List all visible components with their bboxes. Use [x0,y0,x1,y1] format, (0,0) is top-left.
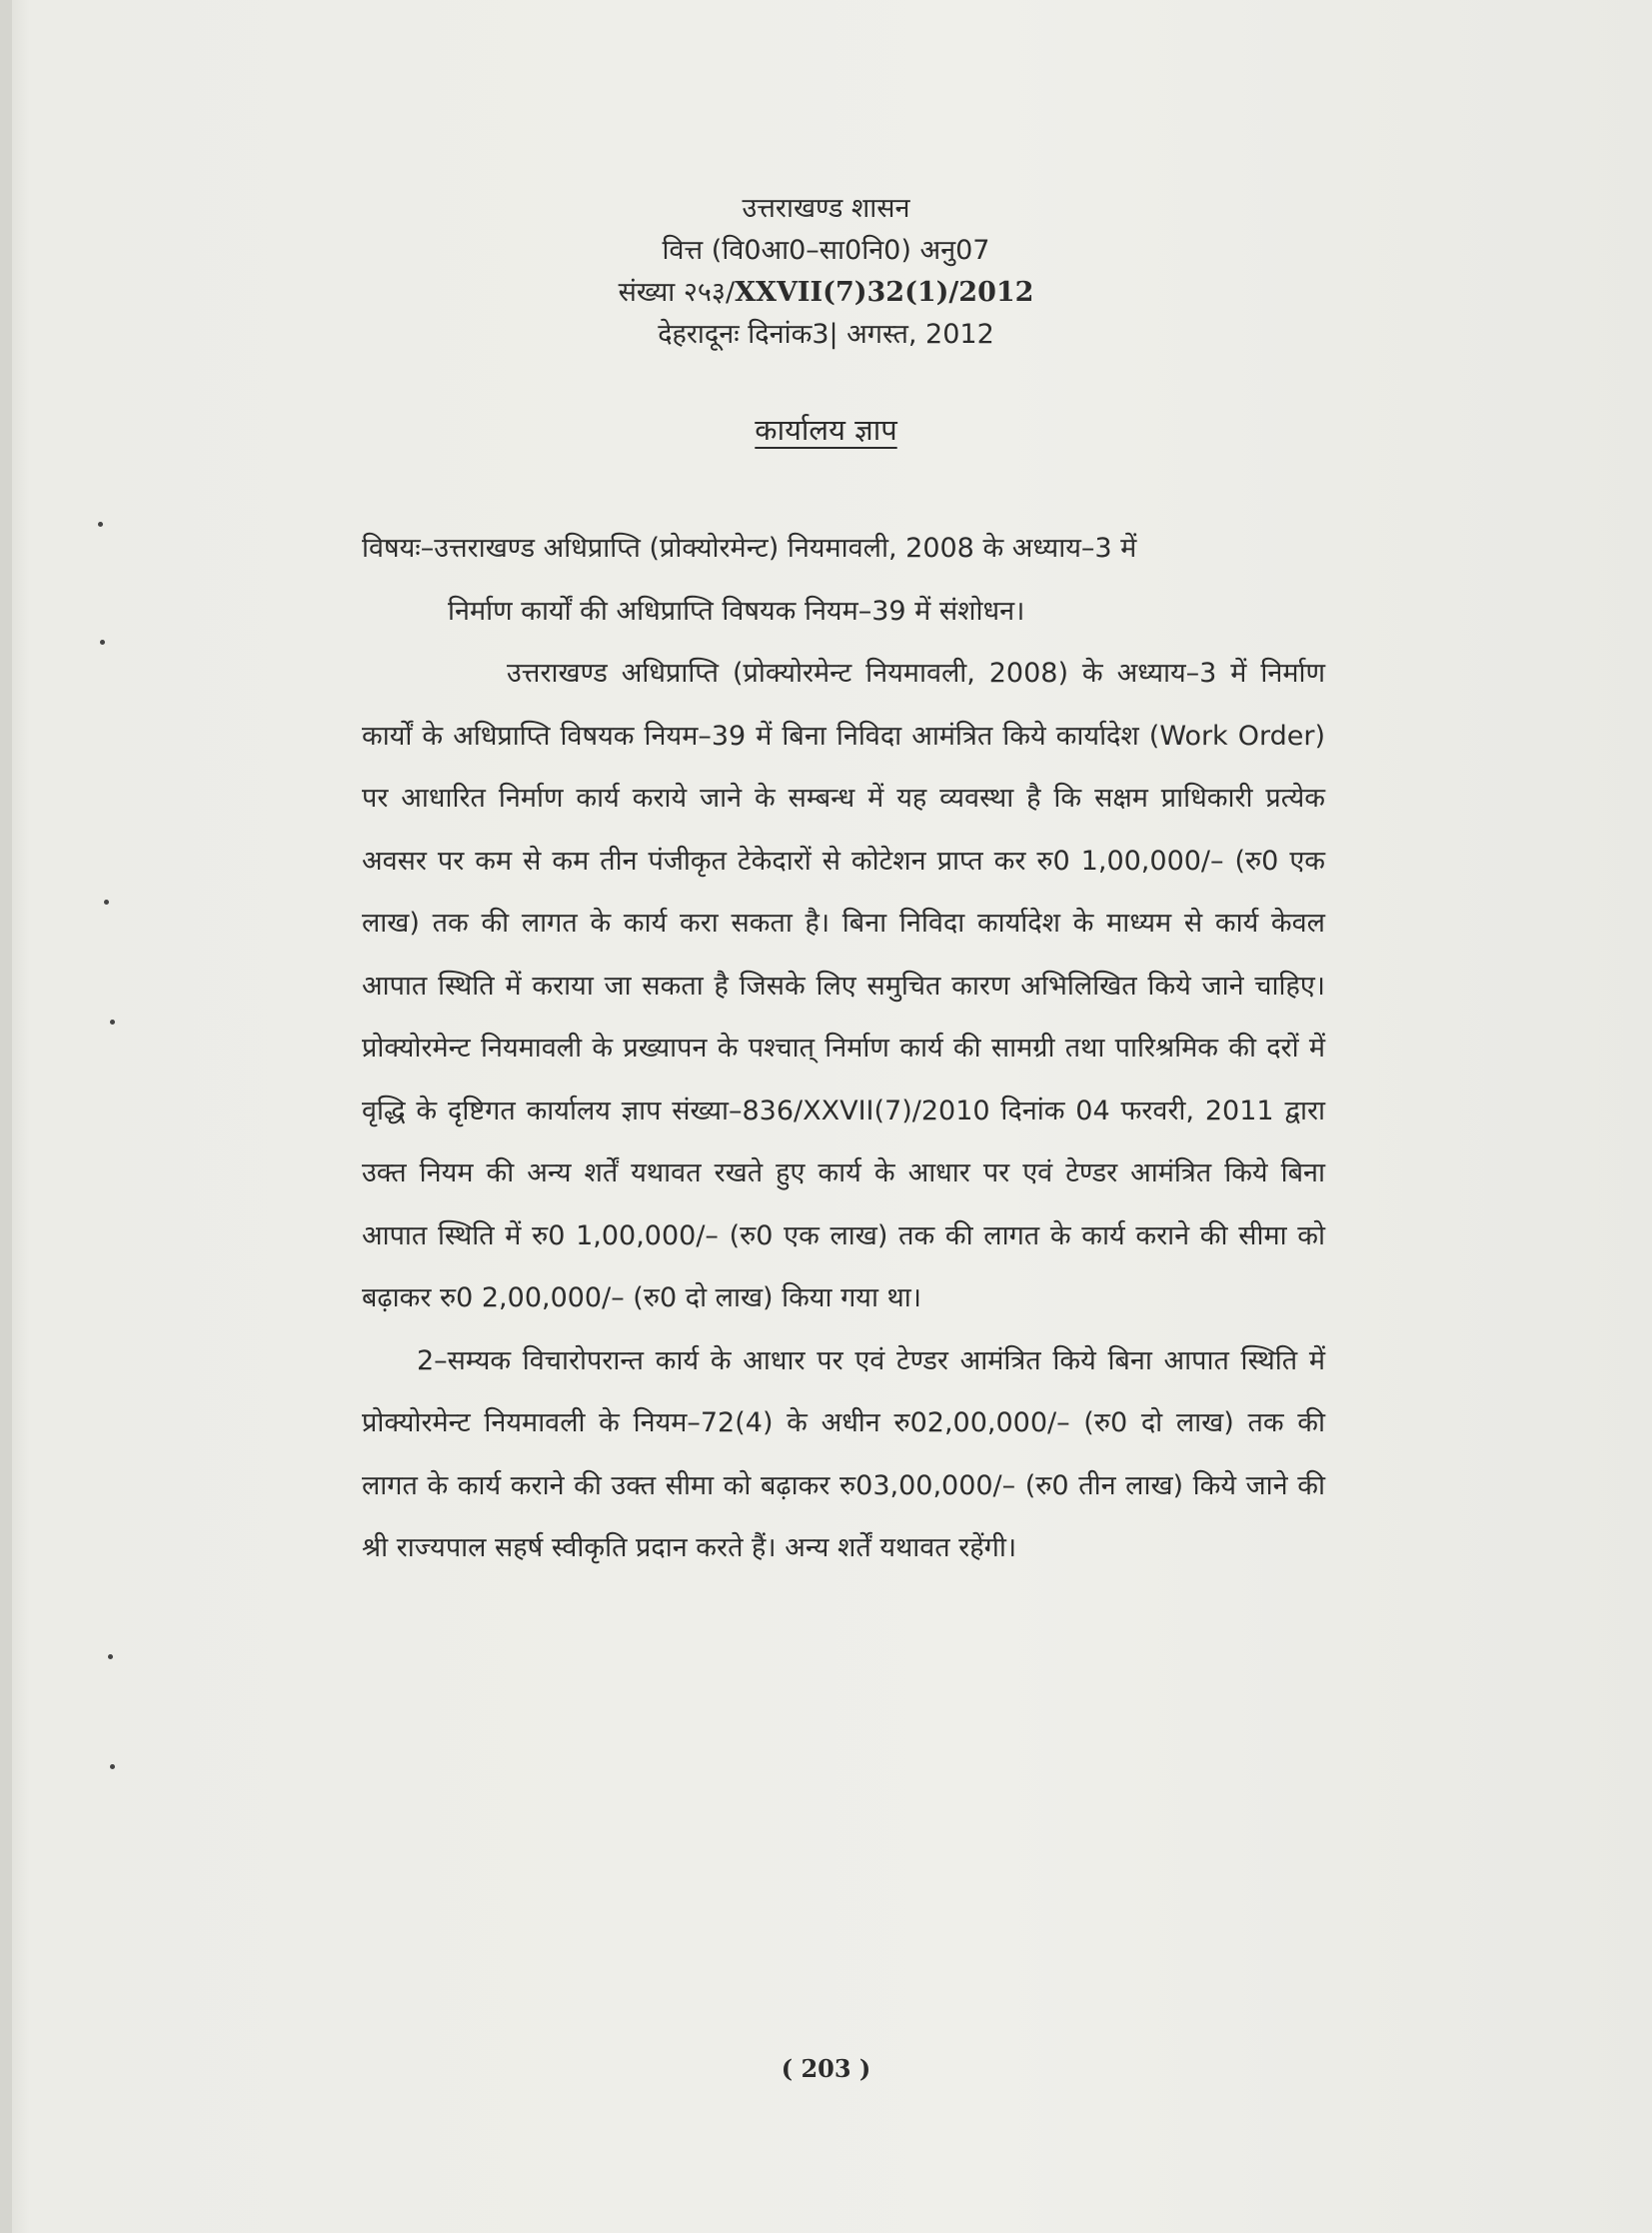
scan-dot [110,1764,115,1769]
memo-title [0,410,1652,449]
scan-dot [110,1020,115,1025]
subject-line-2: निर्माण कार्यों की अधिप्राप्ति विषयक नियम–39 में संशोधन। [448,595,1025,627]
paragraph-1: उत्तराखण्ड अधिप्राप्ति (प्रोक्योरमेन्ट नियमावली, 2008) के अध्याय–3 में निर्माण कार्यों के अधिप्राप्ति विषयक नियम–39 में बिना निविदा आमंत्रित किये कार्यादेश (Work Order) पर आधारित निर्माण कार्य कराये जाने के सम्बन्ध में यह व्यवस्था है कि सक्षम प्राधिकारी प्रत्येक अवसर पर कम से कम तीन पंजीकृत टेकेदारों से कोटेशन प्राप्त कर रु0 1,00,000/– (रु0 एक लाख) तक की लागत के कार्य करा सकता है। बिना निविदा कार्यादेश के माध्यम से कार्य केवल आपात स्थिति में कराया जा सकता है जिसके लिए समुचित कारण अभिलिखित किये जाने चाहिए। प्रोक्योरमेन्ट नियमावली के प्रख्यापन के पश्चात् निर्माण कार्य की सामग्री तथा पारिश्रमिक की दरों में वृद्धि के दृष्टिगत कार्यालय ज्ञाप संख्या–836/XXVII(7)/2010 दिनांक 04 फरवरी, 2011 द्वारा उक्त नियम की अन्य शर्तें यथावत रखते हुए कार्य के आधार पर एवं टेण्डर आमंत्रित किये बिना आपात स्थिति में रु0 1,00,000/– (रु0 एक लाख) तक की लागत के कार्य कराने की सीमा को बढ़ाकर रु0 2,00,000/– (रु0 दो लाख) किया गया था। [362,658,1325,1313]
scan-dot [100,640,105,645]
government-name: उत्तराखण्ड शासन [742,193,910,224]
scan-dot [108,1654,113,1659]
paragraph-2: 2–सम्यक विचारोपरान्त कार्य के आधार पर एवं टेण्डर आमंत्रित किये बिना आपात स्थिति में प्रोक्योरमेन्ट नियमावली के नियम–72(4) के अधीन रु02,00,000/– (रु0 दो लाख) तक की लागत के कार्य कराने की उक्त सीमा को बढ़ाकर रु03,00,000/– (रु0 तीन लाख) किये जाने की श्री राज्यपाल सहर्ष स्वीकृति प्रदान करते हैं। अन्य शर्तें यथावत रहेंगी। [362,1344,1325,1563]
date-line: देहरादूनः दिनांक3| अगस्त, 2012 [658,319,994,350]
subject-line-1: विषयः–उत्तराखण्ड अधिप्राप्ति (प्रोक्योरमेन्ट) नियमावली, 2008 के अध्याय–3 में [362,533,1137,564]
reference-number-line [0,272,1652,314]
department-name: वित्त (वि0आ0–सा0नि0) अनु07 [662,235,990,266]
document-header [0,188,1652,356]
page-number: ( 203 ) [781,2054,871,2083]
memo-title-text: कार्यालय ज्ञाप [755,413,897,447]
scan-dot [98,522,103,527]
reference-number: XXVII(7)32(1)/2012 [735,277,1034,308]
reference-prefix: संख्या २५३/ [618,277,736,308]
scan-dot [104,900,109,905]
document-body [362,518,1325,1580]
